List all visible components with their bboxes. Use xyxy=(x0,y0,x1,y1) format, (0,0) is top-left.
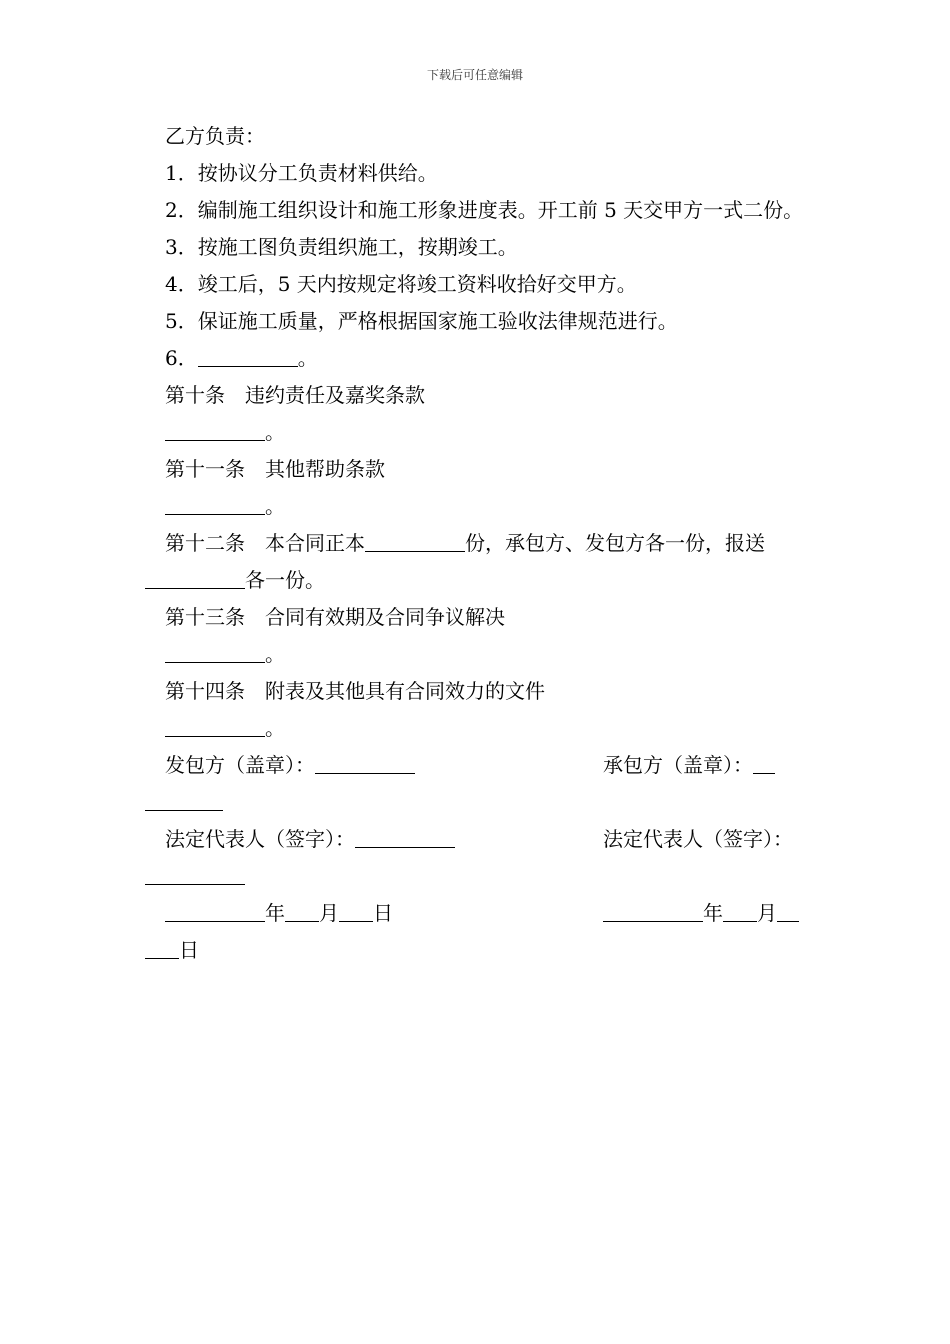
employer-day-blank[interactable] xyxy=(339,899,373,922)
article-13-title: 第十三条 合同有效期及合同争议解决 xyxy=(165,605,505,629)
employer-date xyxy=(165,895,393,932)
month-label: 月 xyxy=(319,901,339,925)
contractor-day-blank-b[interactable] xyxy=(145,936,179,959)
article-12-text-b: 份，承包方、发包方各一份，报送 xyxy=(465,531,765,555)
contractor-date xyxy=(603,895,799,932)
party-b-intro: 乙方负责： xyxy=(165,124,265,148)
article-12-recipient-blank[interactable] xyxy=(145,566,245,589)
article-12 xyxy=(145,525,817,599)
item-6-prefix: 6． xyxy=(165,346,198,370)
contractor-month-blank[interactable] xyxy=(723,899,757,922)
contractor-seal-wrap xyxy=(145,784,223,821)
employer-rep xyxy=(165,821,455,858)
article-12-text-c: 各一份。 xyxy=(245,568,325,592)
year-label: 年 xyxy=(265,901,285,925)
contractor-seal-label: 承包方（盖章）： xyxy=(603,753,753,777)
period: 。 xyxy=(265,716,285,740)
employer-year-blank[interactable] xyxy=(165,899,265,922)
article-13-blank[interactable] xyxy=(165,640,265,663)
contractor-rep-label: 法定代表人（签字）： xyxy=(603,827,793,851)
contractor-rep-wrap xyxy=(145,858,245,895)
article-10-title: 第十条 违约责任及嘉奖条款 xyxy=(165,383,425,407)
item-5: 5．保证施工质量，严格根据国家施工验收法律规范进行。 xyxy=(165,309,678,333)
month-label: 月 xyxy=(757,901,777,925)
contract-body xyxy=(145,118,817,969)
seal-row xyxy=(145,747,817,821)
contractor-year-blank[interactable] xyxy=(603,899,703,922)
contractor-date-wrap xyxy=(145,932,199,969)
article-14-title: 第十四条 附表及其他具有合同效力的文件 xyxy=(165,679,545,703)
page-header-note: 下载后可任意编辑 xyxy=(426,68,523,82)
contractor-rep xyxy=(603,821,793,858)
article-11-blank[interactable] xyxy=(165,492,265,515)
item-4: 4．竣工后，5 天内按规定将竣工资料收拾好交甲方。 xyxy=(165,272,637,296)
period: 。 xyxy=(297,346,318,370)
contractor-seal-blank-b[interactable] xyxy=(145,788,223,811)
day-label: 日 xyxy=(373,901,393,925)
article-10-blank[interactable] xyxy=(165,418,265,441)
period: 。 xyxy=(265,420,285,444)
period: 。 xyxy=(265,494,285,518)
date-row xyxy=(145,895,817,969)
employer-month-blank[interactable] xyxy=(285,899,319,922)
item-1: 1．按协议分工负责材料供给。 xyxy=(165,161,438,185)
year-label: 年 xyxy=(703,901,723,925)
item-3: 3．按施工图负责组织施工，按期竣工。 xyxy=(165,235,518,259)
article-11-content xyxy=(145,488,817,525)
contractor-rep-blank[interactable] xyxy=(145,862,245,885)
employer-seal-blank[interactable] xyxy=(315,751,415,774)
employer-seal-label: 发包方（盖章）： xyxy=(165,753,315,777)
item-6 xyxy=(145,340,817,377)
contractor-seal xyxy=(603,747,775,784)
employer-rep-label: 法定代表人（签字）： xyxy=(165,827,355,851)
item-2: 2．编制施工组织设计和施工形象进度表。开工前 5 天交甲方一式二份。 xyxy=(165,198,804,222)
article-10-content xyxy=(145,414,817,451)
period: 。 xyxy=(265,642,285,666)
contractor-seal-blank-a[interactable] xyxy=(753,751,775,774)
item-6-blank[interactable] xyxy=(198,344,298,367)
article-14-content xyxy=(145,710,817,747)
day-label: 日 xyxy=(179,938,199,962)
contractor-day-blank-a[interactable] xyxy=(777,899,799,922)
article-14-blank[interactable] xyxy=(165,714,265,737)
representative-row xyxy=(145,821,817,895)
employer-rep-blank[interactable] xyxy=(355,825,455,848)
article-11-title: 第十一条 其他帮助条款 xyxy=(165,457,385,481)
article-12-copies-blank[interactable] xyxy=(365,529,465,552)
employer-seal xyxy=(165,747,415,784)
article-12-text-a: 第十二条 本合同正本 xyxy=(165,531,365,555)
article-13-content xyxy=(145,636,817,673)
